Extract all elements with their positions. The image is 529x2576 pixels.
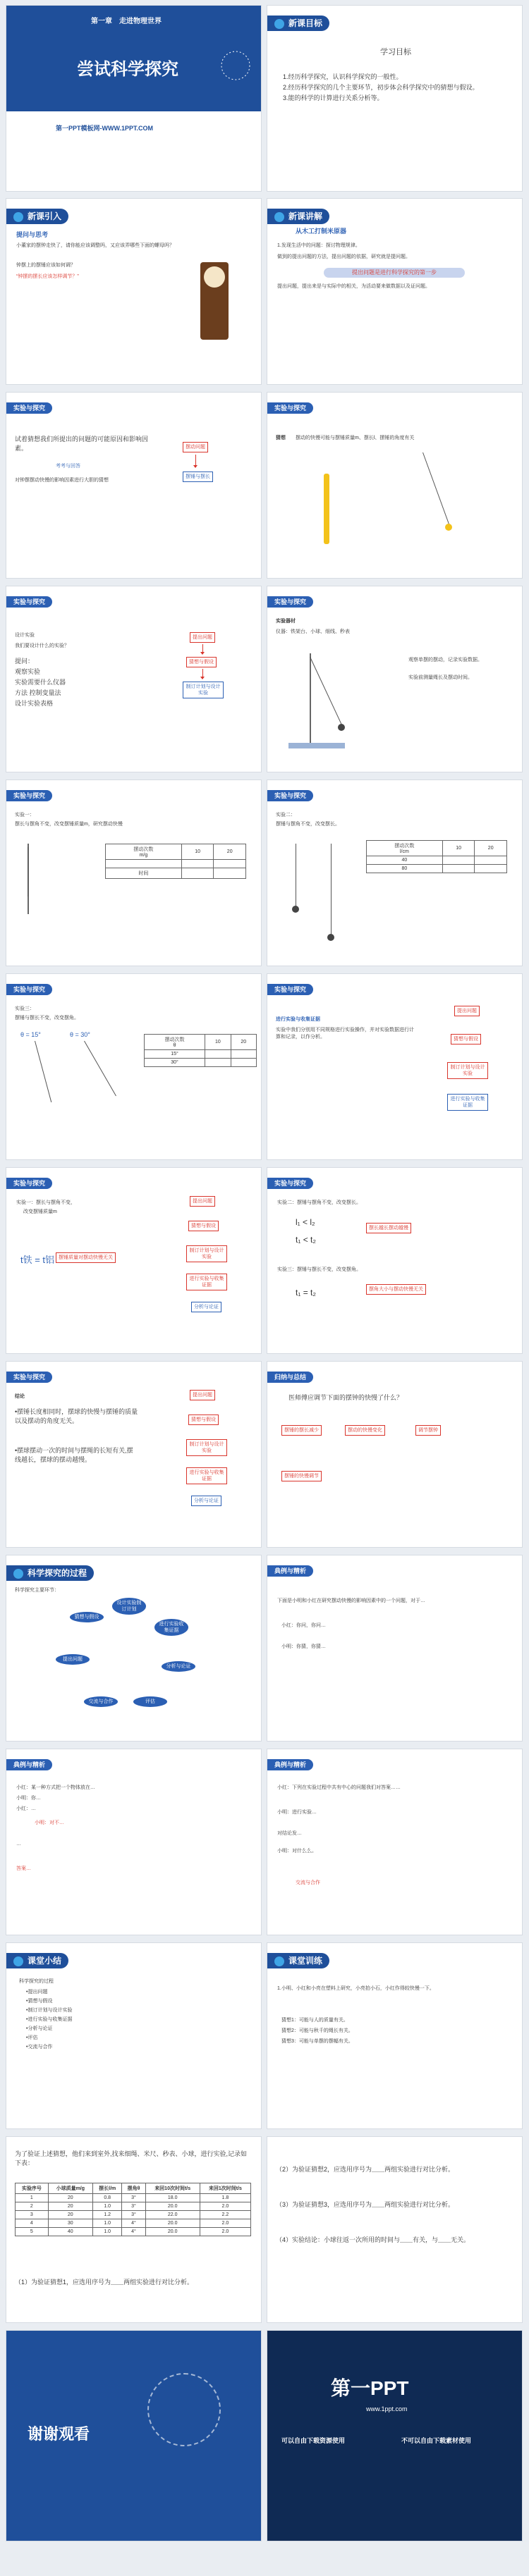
result-box-1: 摆长越长摆动越慢 <box>366 1223 411 1233</box>
flow-box-2: 摆锤与摆长 <box>183 472 213 482</box>
slide-19[interactable] <box>6 1749 262 1935</box>
sub-heading: 提问与思考 <box>16 231 49 238</box>
paragraph-2: 考考与回答 <box>56 464 80 469</box>
slide-12[interactable] <box>267 973 523 1160</box>
sub-heading: 从木工打制米原器 <box>296 228 347 235</box>
tag: 实验与探究 <box>267 596 313 608</box>
bulb-icon <box>274 1956 284 1966</box>
paragraph-1: 1.小明、小红和小亮在塑料上研究，小亮拍小石，小红作得较快慢一下。 <box>277 1986 434 1991</box>
flow-box-1: 摆动问题 <box>183 442 208 452</box>
list-item: •猜想与假设 <box>26 1999 53 2004</box>
flow-box-2: 猜想与假设 <box>451 1034 481 1044</box>
slide-22[interactable] <box>267 1942 523 2129</box>
flow-box-3: 调节摆钟 <box>415 1425 441 1436</box>
paragraph: 摆动的快慢可能与摆锤质量m、摆长l、摆锤的角度有关 <box>296 436 415 440</box>
label: 实验三： <box>15 1006 35 1011</box>
list-item: •分析与论证 <box>26 2026 53 2031</box>
clock-image <box>200 262 229 340</box>
paragraph: 小董家的摆钟走快了，请你能应该调整吗，又应该弄哪些下面的螺母吗？ <box>16 243 174 248</box>
pendulum-ball <box>338 724 345 731</box>
flow-box-1: 提出问题 <box>190 632 215 643</box>
list-item: 实验需要什么仪器 <box>15 679 66 686</box>
label: 科学探究的过程 <box>19 1979 54 1984</box>
slide-26[interactable] <box>267 2330 523 2541</box>
heading: 学习目标 <box>380 48 411 56</box>
data-table: 摆动次数 l/cm 10 20 40 80 <box>366 840 507 873</box>
flow-box-2: 猜想与假设 <box>188 1415 219 1425</box>
paragraph-4: 小明：对什么么。 <box>277 1849 317 1854</box>
list-item: 提问： <box>15 658 35 665</box>
paragraph-2: 猜想1：可能与人的质量有关。 <box>281 2018 348 2023</box>
section-header: 课堂小结 <box>6 1953 68 1968</box>
paragraph-6: 答案… <box>16 1866 31 1871</box>
paragraph-2: 小明：你… <box>16 1796 41 1801</box>
question-3: （3）为验证猜想3，应选用序号为＿＿两组实验进行对比分析。 <box>276 2201 455 2208</box>
dandelion-icon <box>147 2373 221 2446</box>
slide-17[interactable] <box>6 1555 262 1742</box>
goal-2: 2.经历科学探究的几个主要环节，初步体会科学探究中的猜想与假设。 <box>283 84 479 91</box>
flow-box-3: 制订计划与设计实验 <box>447 1062 488 1079</box>
section-header: 课堂训练 <box>267 1953 329 1968</box>
goal-1: 1.经历科学探究，认识科学探究的一般性。 <box>283 73 403 80</box>
slide-25[interactable] <box>6 2330 262 2541</box>
slide-1[interactable] <box>6 5 262 192</box>
flow-box-5: 分析与论证 <box>191 1496 221 1506</box>
question-2: “钟摆的摆长应该怎样调节？” <box>16 274 79 279</box>
paragraph-3: 小红：… <box>16 1806 36 1811</box>
paragraph-2: 实验三：摆锤与摆长不变，改变摆角。 <box>277 1267 361 1272</box>
paragraph-3: 小明：你猜，你猜… <box>281 1644 326 1649</box>
tag: 实验与探究 <box>267 790 313 801</box>
list-item: 方法 控制变量法 <box>15 689 61 696</box>
tag: 实验与探究 <box>267 402 313 414</box>
slide-3[interactable] <box>6 198 262 385</box>
slide-6[interactable] <box>267 392 523 579</box>
slide-23[interactable] <box>6 2136 262 2323</box>
dandelion-icon <box>218 48 253 83</box>
label: 猜想 <box>276 436 286 440</box>
flow-box-4: 摆锤的快慢调节 <box>281 1471 322 1481</box>
label: 实验一： <box>15 813 35 818</box>
slide-5[interactable] <box>6 392 262 579</box>
result-box: 摆锤质量对摆动快慢无关 <box>56 1252 116 1263</box>
paragraph-1: 实验一：摆长与摆角不变， <box>16 1200 75 1205</box>
flow-box-4: 进行实验与收集证据 <box>447 1094 488 1111</box>
angle-label-1: θ = 15° <box>20 1031 41 1038</box>
formula-1: l₁ < l₂ <box>296 1217 315 1227</box>
list-item: 设计实验表格 <box>15 700 54 707</box>
process-cycle <box>56 1598 197 1732</box>
paragraph-3: 提出问题，提出来是与实际中的相关，为活动要来做数据以及证问题。 <box>277 284 430 289</box>
pendulum-ball <box>445 524 452 531</box>
bulb-icon <box>13 1956 23 1966</box>
tag: 实验与探究 <box>6 1178 52 1189</box>
slide-title: 尝试科学探究 <box>77 60 178 79</box>
formula: t铁 = t铝 <box>20 1255 55 1265</box>
paragraph: 我们要设计什么的实验？ <box>15 643 69 648</box>
paragraph: 摆锤与摆长不变，改变摆角。 <box>15 1016 79 1021</box>
slide-2[interactable] <box>267 5 523 192</box>
flow-box-5: 分析与论证 <box>191 1302 221 1312</box>
flow-box-2: 猜想与假设 <box>186 657 217 667</box>
pendulum-ball-1 <box>292 906 299 913</box>
paragraph: 仪器：铁架台、小球、细线、秒表 <box>276 629 350 634</box>
cycle-node: 提出问题 <box>56 1654 90 1665</box>
data-table: 摆动次数 θ 10 20 15° 30° <box>144 1034 257 1067</box>
paragraph: 实验中我们分别用不同规格进行实验操作，并对实验数据进行计算和记录，以作分析。 <box>276 1028 414 1040</box>
paragraph-1: 1.发现生活中的问题：探讨物理规律。 <box>277 243 360 248</box>
section-header: 科学探究的过程 <box>6 1565 94 1581</box>
flow-arrow <box>202 644 203 654</box>
label: 设计实验 <box>15 633 35 638</box>
paragraph-2: 小红：你问，你问… <box>281 1623 326 1628</box>
slide-16[interactable] <box>267 1361 523 1548</box>
list-item: •交流与合作 <box>26 2045 53 2050</box>
question-4: （4）实验结论：小球往返一次所用的时间与＿＿有关，与＿＿无关。 <box>276 2236 470 2243</box>
brand-url[interactable]: www.1ppt.com <box>366 2405 408 2412</box>
question-2: （2）为验证猜想2，应选用序号为＿＿两组实验进行对比分析。 <box>276 2166 455 2173</box>
list-item: •进行实验与收集证据 <box>26 2017 73 2022</box>
flow-box-2: 摆动的快慢变化 <box>345 1425 385 1436</box>
tag: 归纳与总结 <box>267 1372 313 1383</box>
paragraph-4: 猜想3：可能与单摆的摆幅有关。 <box>281 2039 353 2044</box>
pendulum-string-1 <box>35 1041 51 1102</box>
slide-15[interactable] <box>6 1361 262 1548</box>
formula-2: t₁ < t₂ <box>296 1235 317 1245</box>
list-item: 观察实验 <box>15 668 41 675</box>
section-header: 新课目标 <box>267 16 329 31</box>
bulb-icon <box>13 1569 23 1579</box>
slide-18[interactable] <box>267 1555 523 1742</box>
slide-21[interactable] <box>6 1942 262 2129</box>
flow-box-2: 猜想与假设 <box>188 1221 219 1231</box>
flow-box-4: 进行实验与收集证据 <box>186 1467 227 1484</box>
answer: 交流与合作 <box>296 1880 320 1885</box>
site-label: 第一PPT模板网-WWW.1PPT.COM <box>56 125 153 132</box>
tag: 实验与探究 <box>267 984 313 995</box>
formula-3: t₁ = t₂ <box>296 1288 317 1298</box>
slide-20[interactable] <box>267 1749 523 1935</box>
stand-pole <box>310 653 311 745</box>
data-table: 实验序号 小球质量m/g 摆长l/m 摆角θ 来回10次时间t/s 来回1次时间t/s 1 20 0.8 3° 18.0 1.8 2 20 1.0 3° 20.0 2.0 3 20 1.2 3° 22.0 2.2 4 30 1.0 4° 20.0 2.0 5 40 1.0 4° 20.0 2.0 <box>15 2183 251 2236</box>
label: 实验器材 <box>276 619 296 624</box>
cycle-node: 猜想与假设 <box>70 1612 104 1622</box>
conclusion-2: •摆球摆动一次的时间与摆绳的长短有关,摆线越长，摆球的摆动越慢。 <box>15 1447 133 1463</box>
paragraph-5: … <box>16 1842 21 1847</box>
section-header: 新课引入 <box>6 209 68 224</box>
flow-arrow <box>195 455 196 467</box>
paragraph-3: 对钟摆摆动快慢的影响因素进行大胆的猜想 <box>15 478 109 483</box>
paragraph-2: 观察单摆的摆动，记录实验数据。 <box>408 658 482 663</box>
flow-box-1: 提出问题 <box>190 1196 215 1207</box>
slide-13[interactable] <box>6 1167 262 1354</box>
paragraph-1: 试着猜想我们所提出的问题的可能原因和影响因素。 <box>15 436 149 452</box>
label: 进行实验与收集证据 <box>276 1017 320 1022</box>
paragraph-2: 小明：进行实验… <box>277 1810 317 1815</box>
chapter-label: 第一章 走进物理世界 <box>91 18 162 25</box>
paragraph-4: 小明：对不… <box>35 1820 64 1825</box>
slide-7[interactable] <box>6 586 262 772</box>
question: 医师傅应调节下面的摆钟的快慢了什么？ <box>288 1394 403 1401</box>
highlight-bar: 提出问题是进行科学探究的第一步 <box>324 268 465 278</box>
label: 科学探究主要环节： <box>15 1588 59 1593</box>
data-table: 摆动次数 m/g 10 20 时间 <box>105 844 246 879</box>
section-header: 新课讲解 <box>267 209 329 224</box>
notice-1: 可以自由下载资源使用 <box>281 2437 346 2444</box>
paragraph-3: 猜想2：可能与秋千的绳长有关。 <box>281 2028 353 2033</box>
tag: 典例与精析 <box>6 1759 52 1770</box>
tag: 典例与精析 <box>267 1759 313 1770</box>
paragraph-1: 小红：下列在实验过程中共有中心的问题我们对答案…… <box>277 1785 401 1790</box>
flow-box-1: 提出问题 <box>190 1390 215 1400</box>
result-box-2: 摆角大小与摆动快慢无关 <box>366 1284 426 1295</box>
tag: 典例与精析 <box>267 1565 313 1577</box>
pendulum-string <box>310 657 343 727</box>
flow-box-3: 制订计划与设计实验 <box>183 682 224 698</box>
paragraph-2: 改变摆锤质量m <box>23 1209 57 1214</box>
flow-box-1: 提出问题 <box>454 1006 480 1016</box>
paragraph: 为了验证上述猜想，他们来到室外,找来细绳、米尺、秒表、小球，进行实验,记录如下表： <box>15 2150 248 2167</box>
paragraph-3: 对结论发… <box>277 1831 302 1836</box>
stand-base <box>288 743 345 748</box>
tag: 实验与探究 <box>6 1372 52 1383</box>
goal-3: 3.能的科学的计算进行关系分析等。 <box>283 94 384 101</box>
label: 结论 <box>15 1394 25 1399</box>
flow-box-3: 制订计划与设计实验 <box>186 1245 227 1262</box>
list-item: •提出问题 <box>26 1990 48 1995</box>
tag: 实验与探究 <box>6 596 52 608</box>
paragraph: 摆长与摆角不变，改变摆锤质量m，研究摆动快慢 <box>15 822 123 827</box>
paragraph-3: 实验前测量绳长及摆动时间。 <box>408 675 473 680</box>
tag: 实验与探究 <box>6 984 52 995</box>
cycle-node: 进行实验收集证据 <box>154 1619 188 1636</box>
tag: 实验与探究 <box>6 402 52 414</box>
cycle-node: 交流与合作 <box>84 1696 118 1707</box>
slide-11[interactable] <box>6 973 262 1160</box>
paragraph: 摆锤与摆角不变，改变摆长。 <box>276 822 340 827</box>
paragraph-1: 实验二：摆锤与摆角不变，改变摆长。 <box>277 1200 361 1205</box>
flow-arrow <box>202 669 203 679</box>
bulb-icon <box>274 212 284 222</box>
bulb-icon <box>13 212 23 222</box>
notice-2: 不可以自由下载素材使用 <box>401 2437 472 2444</box>
conclusion-1: •摆锤长度相同时，摆球的快慢与摆锤的质量以及摆动的角度无关。 <box>15 1408 138 1424</box>
question-1: 钟摆上的摆锤应该如何调？ <box>16 263 75 268</box>
slide-10[interactable] <box>267 779 523 966</box>
pendulum-ball-2 <box>327 934 334 941</box>
cycle-node: 分析与论证 <box>162 1661 195 1672</box>
angle-label-2: θ = 30° <box>70 1031 90 1038</box>
cycle-node: 评估 <box>133 1696 167 1707</box>
paragraph-1: 小红：某一种方式把一个物体放在… <box>16 1785 95 1790</box>
cycle-node: 设计实验制订计划 <box>112 1598 146 1615</box>
label: 实验二： <box>276 813 296 818</box>
brand-logo: 第一PPT <box>331 2377 409 2399</box>
slide-4[interactable] <box>267 198 523 385</box>
slide-24[interactable] <box>267 2136 523 2323</box>
bulb-icon <box>274 19 284 29</box>
slide-14[interactable] <box>267 1167 523 1354</box>
flow-box-3: 制订计划与设计实验 <box>186 1439 227 1456</box>
pendulum-string-2 <box>331 844 332 935</box>
tag: 实验与探究 <box>267 1178 313 1189</box>
paragraph-1: 下面是小明和小红在研究摆动快慢的影响因素中的一个问题，对于… <box>277 1598 425 1603</box>
list-item: •制订计划与设计实验 <box>26 2008 73 2013</box>
thermometer-icon <box>324 474 329 544</box>
flow-box-1: 摆锤的摆长减少 <box>281 1425 322 1436</box>
slide-8[interactable] <box>267 586 523 772</box>
list-item: •评估 <box>26 2035 38 2040</box>
pendulum-string-2 <box>84 1041 116 1096</box>
question: （1）为验证猜想1，应选用序号为＿＿两组实验进行对比分析。 <box>15 2279 194 2286</box>
pendulum-string <box>422 452 450 526</box>
flow-box-4: 进行实验与收集证据 <box>186 1274 227 1290</box>
paragraph-2: 做到的提出问题的方法，提出问题的依据，研究就是提问题。 <box>277 254 411 259</box>
slide-9[interactable] <box>6 779 262 966</box>
tag: 实验与探究 <box>6 790 52 801</box>
closing-text: 谢谢观看 <box>28 2425 90 2443</box>
